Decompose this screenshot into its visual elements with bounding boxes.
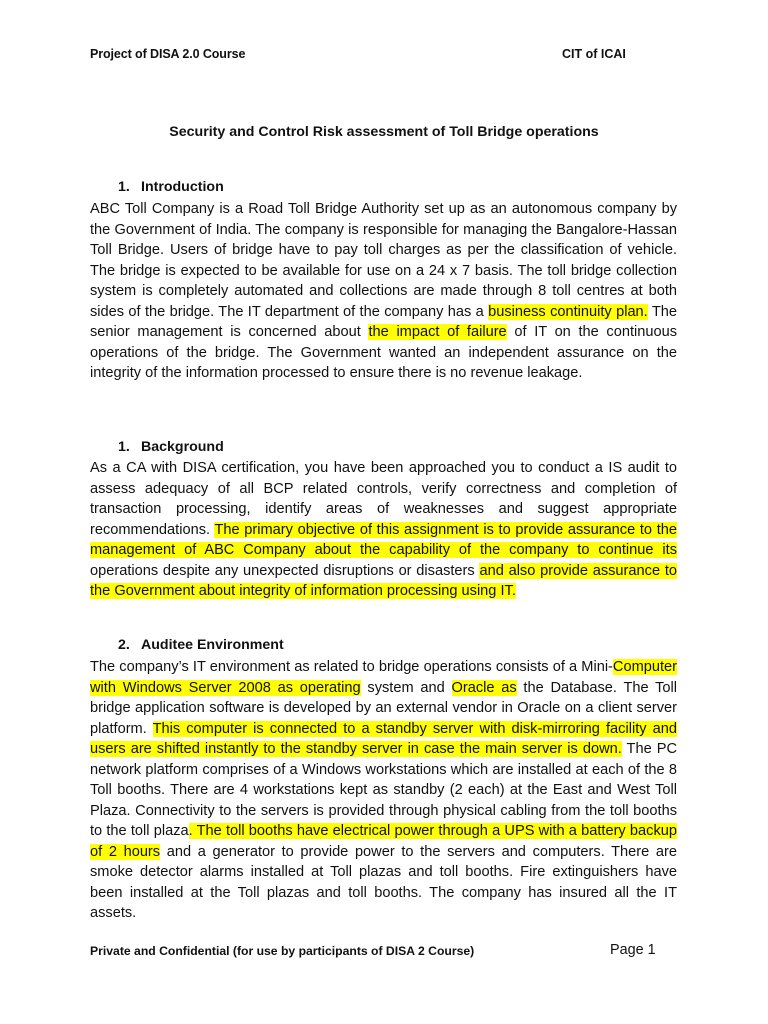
body-text: system and bbox=[360, 679, 452, 696]
body-text: operations despite any unexpected disruptions or disasters bbox=[90, 562, 480, 579]
body-text: ABC Toll Company is a Road Toll Bridge Authority set up as an autonomous company by the Government of India. The company is responsible for managing the Bangalore-Hassan Toll Bridge. Users of bridge have to pay toll charges as per the classification of vehicle. The bridge is expected to be available for use on a 24 x 7 basis. The toll bridge collection system is completely automated and collections are made through 8 toll centres at both sides of the bridge. The IT department of the company has a bbox=[90, 201, 677, 320]
body-text: The PC network platform comprises of a Windows workstations which are installed at each of the 8 Toll booths. There are 4 workstations kept as standby (2 each) at the East and West Toll Plaza. Connectivity to the servers is provided through physical cabling from the toll booths to the toll plaza bbox=[90, 741, 677, 839]
section-heading-background bbox=[118, 439, 224, 455]
highlighted-text: . The toll booths have electrical power through a UPS with a battery backup of 2 hours bbox=[90, 823, 677, 860]
body-text: The senior management is concerned about bbox=[90, 303, 677, 340]
section-heading-text: Introduction bbox=[141, 179, 224, 195]
page-footer-left: Private and Confidential (for use by participants of DISA 2 Course) bbox=[90, 944, 475, 958]
highlighted-text: business continuity plan. bbox=[488, 303, 648, 320]
section-heading-introduction bbox=[118, 179, 224, 195]
section-number: 1. bbox=[118, 439, 130, 455]
page-header-left: Project of DISA 2.0 Course bbox=[90, 47, 246, 61]
page-number: Page 1 bbox=[610, 942, 656, 958]
highlighted-text: Computer with Windows Server 2008 as operating bbox=[90, 659, 677, 696]
section-heading-text: Auditee Environment bbox=[141, 637, 284, 653]
highlighted-text: and also provide assurance to the Government about integrity of information processing using IT. bbox=[90, 562, 677, 599]
section-heading-text: Background bbox=[141, 439, 224, 455]
section-body-background bbox=[90, 458, 677, 602]
section-number: 1. bbox=[118, 179, 130, 195]
document-title: Security and Control Risk assessment of Toll Bridge operations bbox=[169, 124, 599, 140]
highlighted-text: the impact of failure bbox=[368, 324, 507, 340]
highlighted-text: Oracle as bbox=[451, 679, 517, 696]
page-header-right: CIT of ICAI bbox=[562, 47, 626, 61]
section-body-auditee-environment bbox=[90, 657, 677, 924]
body-text: of IT on the continuous operations of the bridge. The Government wanted an independent assurance on the integrity of the information processed to ensure there is no revenue leakage. bbox=[90, 324, 678, 381]
body-text: As a CA with DISA certification, you have been approached you to conduct a IS audit to assess adequacy of all BCP related controls, verify correctness and completion of transaction processing, identify areas of weaknesses and suggest appropriate recommendations. bbox=[90, 460, 677, 538]
body-text: The company’s IT environment as related to bridge operations consists of a Mini- bbox=[90, 659, 613, 675]
body-text: and a generator to provide power to the servers and computers. There are smoke detector alarms installed at Toll plazas and toll booths. Fire extinguishers have been installed at the Toll plazas and toll booths. The company has insured all the IT assets. bbox=[90, 843, 678, 921]
highlighted-text: This computer is connected to a standby server with disk-mirroring facility and users are shifted instantly to the standby server in case the main server is down. bbox=[90, 720, 677, 757]
section-heading-auditee-environment bbox=[118, 637, 284, 653]
highlighted-text: The primary objective of this assignment is to provide assurance to the management of ABC Company about the capability of the company to continue its bbox=[90, 521, 677, 558]
section-body-introduction bbox=[90, 199, 677, 384]
body-text: the Database. The Toll bridge application software is developed by an external vendor in Oracle on a client server platform. bbox=[90, 679, 678, 737]
section-number: 2. bbox=[118, 637, 130, 653]
